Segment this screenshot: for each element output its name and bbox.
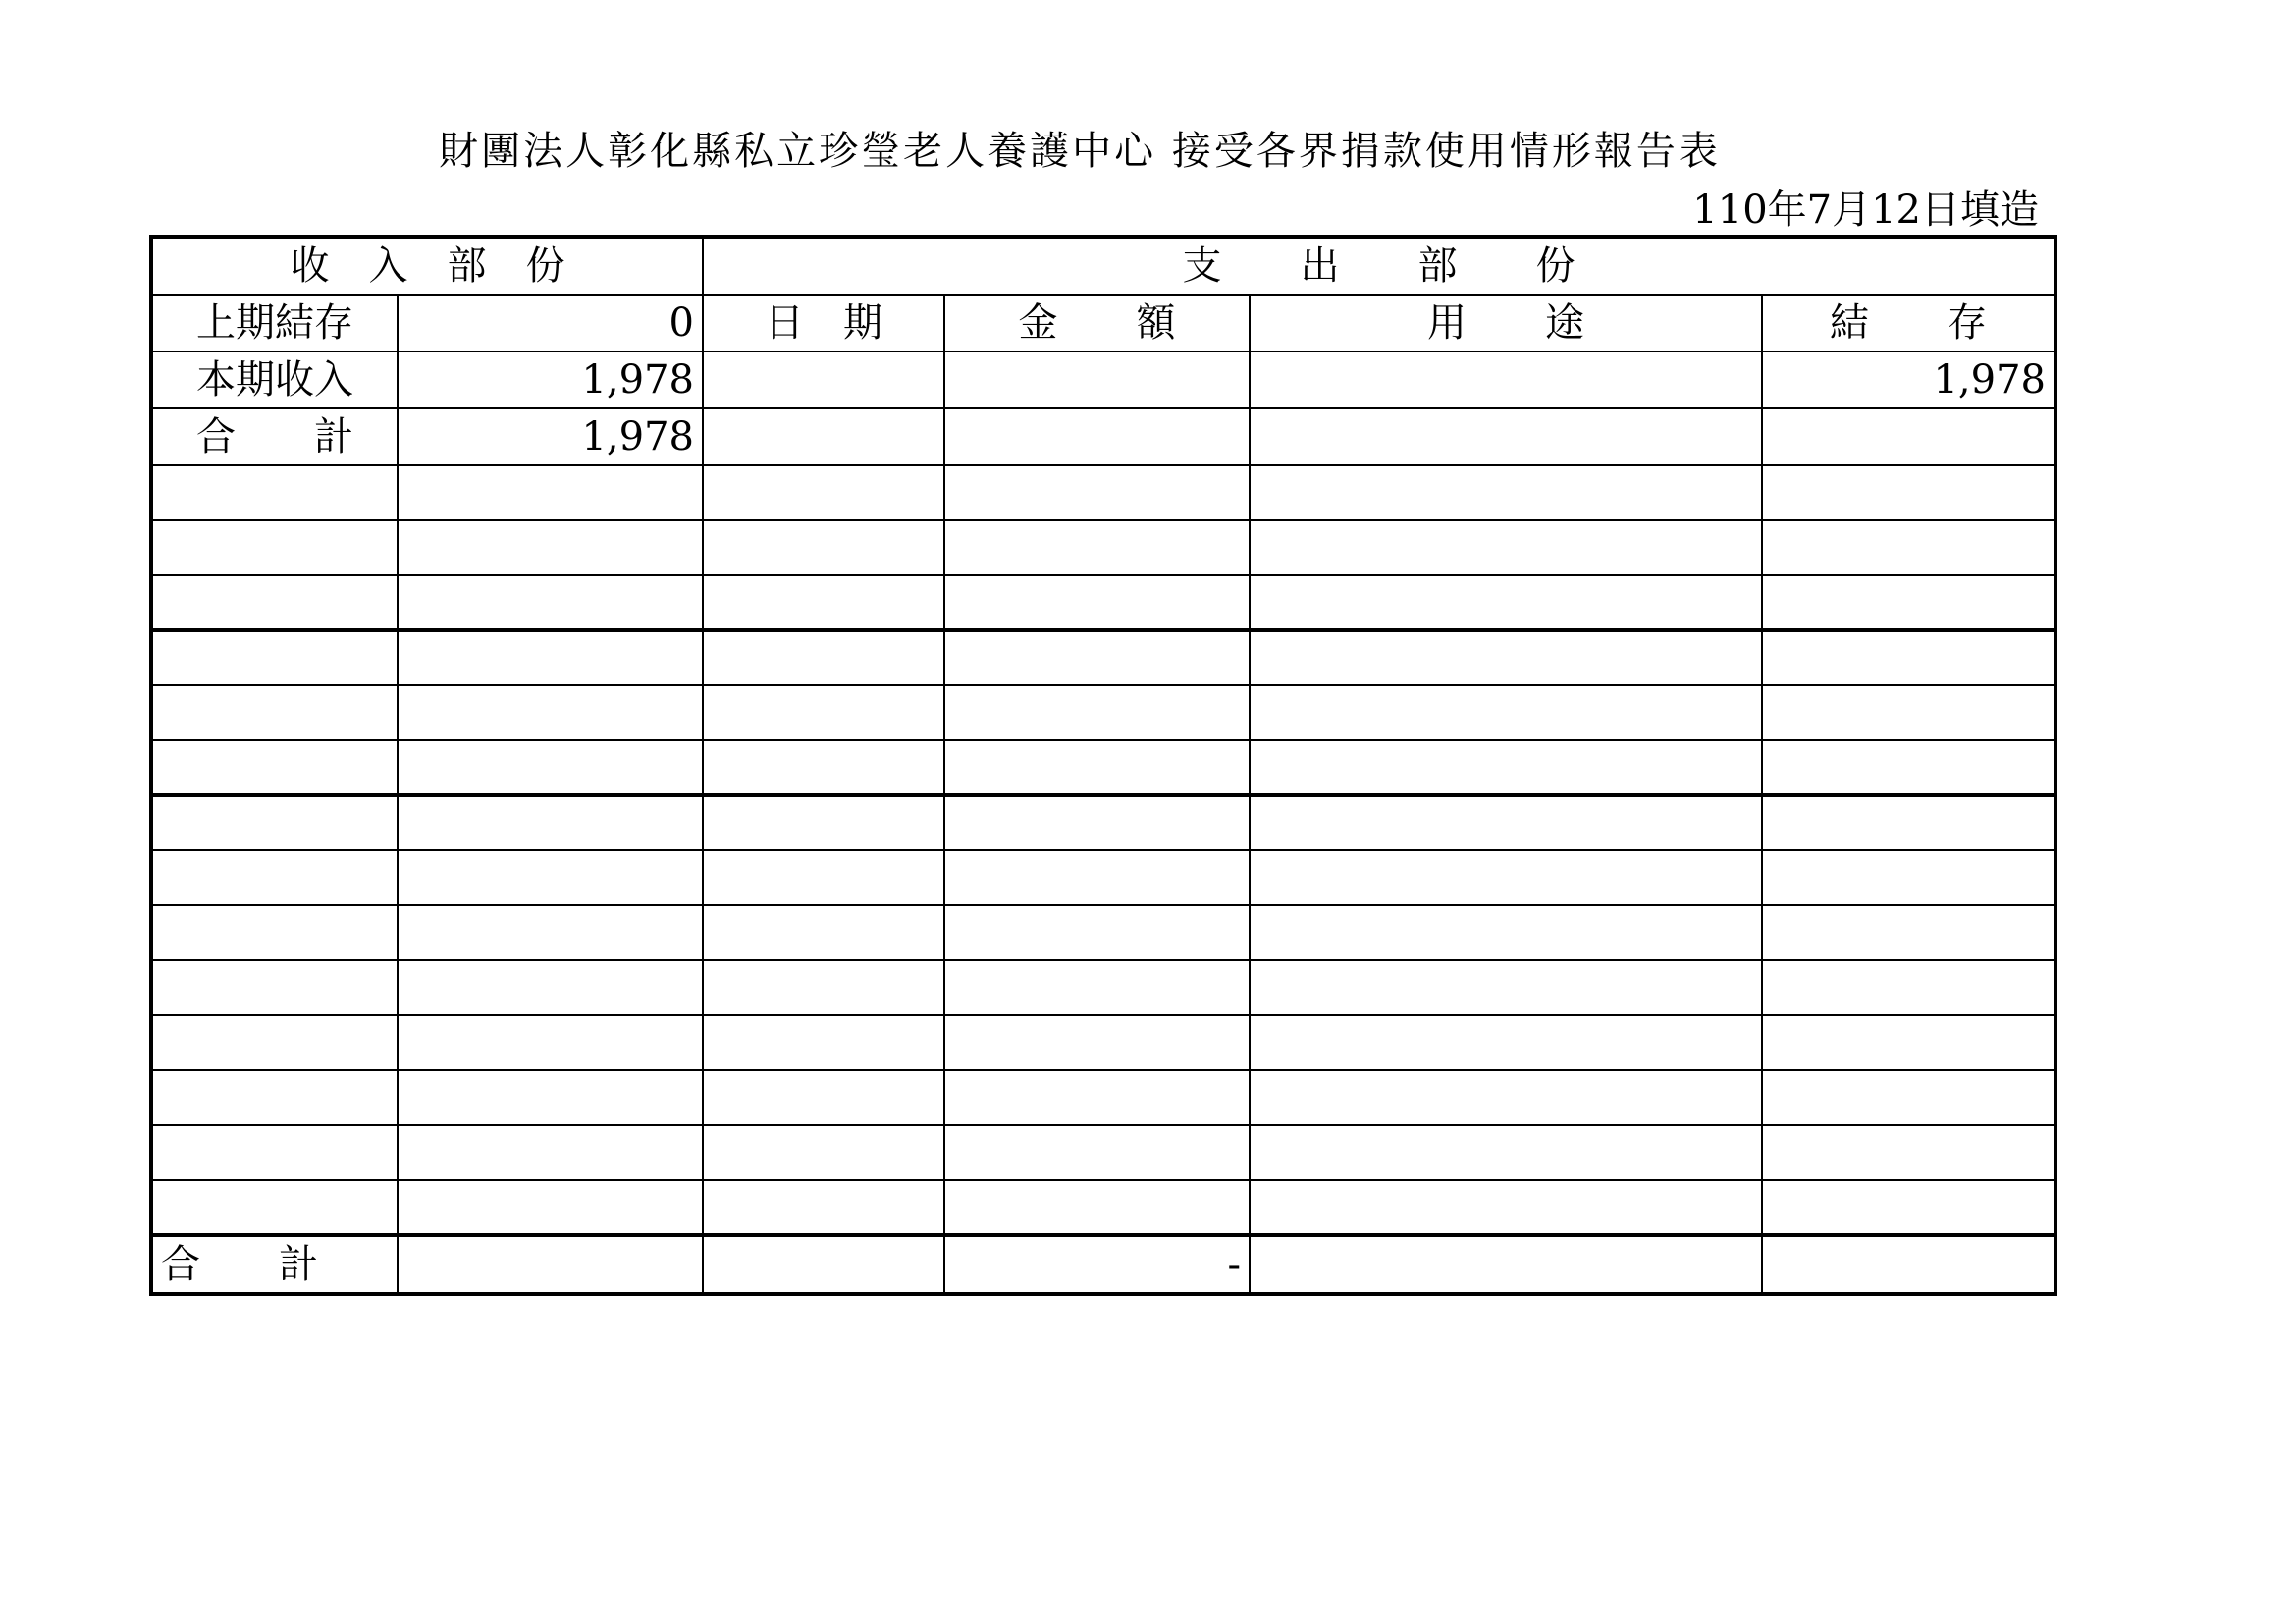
income-row-label: 上期結存 — [151, 295, 398, 352]
income-total-value — [398, 1235, 703, 1294]
table-row — [151, 465, 2056, 520]
income-row-value: 0 — [398, 295, 703, 352]
table-row — [151, 1125, 2056, 1180]
total-row — [151, 1235, 2056, 1294]
expense-balance-cell — [1762, 408, 2056, 465]
expense-balance-header: 結 存 — [1762, 295, 2056, 352]
expense-total-amount: - — [944, 1235, 1250, 1294]
income-section-header: 收 入 部 份 — [151, 237, 703, 295]
expense-purpose-cell — [1250, 352, 1762, 408]
column-header-row — [151, 295, 2056, 352]
expense-total-balance — [1762, 1235, 2056, 1294]
expense-purpose-header: 用 途 — [1250, 295, 1762, 352]
table-row — [151, 685, 2056, 740]
expense-total-date — [703, 1235, 944, 1294]
fill-date: 110年7月12日填造 — [1692, 188, 2039, 233]
expense-date-cell — [703, 408, 944, 465]
table-row — [151, 795, 2056, 850]
table-row — [151, 960, 2056, 1015]
expense-amount-header: 金 額 — [944, 295, 1250, 352]
table-row — [151, 850, 2056, 905]
table-row — [151, 630, 2056, 685]
income-row-label: 合 計 — [151, 408, 398, 465]
expense-total-purpose — [1250, 1235, 1762, 1294]
expense-date-cell — [703, 352, 944, 408]
table-row — [151, 520, 2056, 575]
income-row-value: 1,978 — [398, 352, 703, 408]
expense-purpose-cell — [1250, 408, 1762, 465]
expense-amount-cell — [944, 408, 1250, 465]
report-title: 財團法人彰化縣私立珍瑩老人養護中心 接受各界捐款使用情形報告表 — [439, 129, 1721, 174]
expense-section-header: 支 出 部 份 — [703, 237, 2056, 295]
total-label: 合 計 — [151, 1235, 398, 1294]
table-row — [151, 1070, 2056, 1125]
table-row — [151, 408, 2056, 465]
table-row — [151, 740, 2056, 795]
expense-date-header: 日 期 — [703, 295, 944, 352]
income-row-label: 本期收入 — [151, 352, 398, 408]
table-row — [151, 575, 2056, 630]
section-header-row — [151, 237, 2056, 295]
expense-amount-cell — [944, 352, 1250, 408]
table-row — [151, 905, 2056, 960]
table-row — [151, 1180, 2056, 1235]
table-row — [151, 352, 2056, 408]
income-row-value: 1,978 — [398, 408, 703, 465]
expense-balance-cell: 1,978 — [1762, 352, 2056, 408]
donation-report-table — [149, 235, 2057, 1296]
table-row — [151, 1015, 2056, 1070]
